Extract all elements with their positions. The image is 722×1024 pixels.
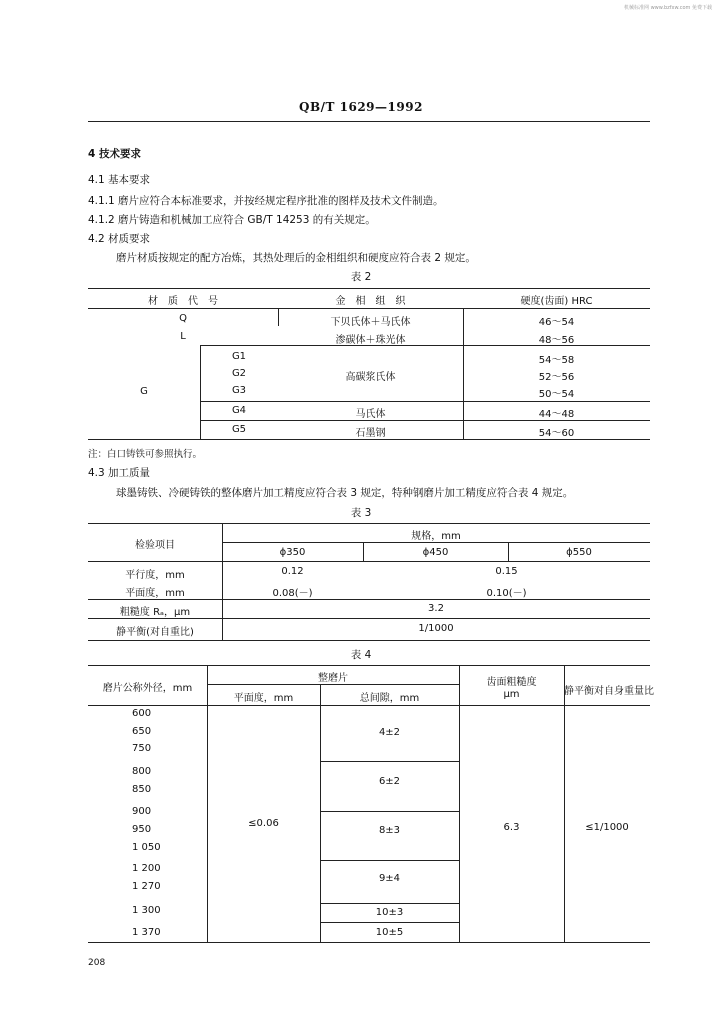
table2-cell: 马氏体	[355, 409, 386, 420]
table2-cell: 54～60	[538, 428, 575, 439]
table4-roughness: 6.3	[503, 822, 520, 833]
table2-cell: 石墨钢	[355, 428, 386, 439]
table4-gap: 4±2	[378, 727, 401, 738]
table3-cell: 平面度，mm	[125, 588, 185, 599]
table2-cell: G2	[231, 368, 247, 379]
table4-gap: 8±3	[378, 825, 401, 836]
table4-header-roughness: 齿面粗糙度	[486, 677, 537, 688]
table2-cell: 渗碳体＋珠光体	[335, 335, 406, 346]
table2-cell: 44～48	[538, 409, 575, 420]
section-4-1-2: 4.1.2 磨片铸造和机械加工应符合 GB/T 14253 的有关规定。	[88, 214, 376, 226]
page-header: QB/T 1629—1992	[299, 100, 423, 114]
table3-cell: 3.2	[428, 603, 444, 614]
table2-cell: 46～54	[538, 317, 575, 328]
table2-cell: G5	[231, 424, 247, 435]
table2-cell: G4	[231, 405, 247, 416]
para-4-3: 球墨铸铁、冷硬铸铁的整体磨片加工精度应符合表 3 规定，特种钢磨片加工精度应符合表 4 规定。	[116, 487, 574, 499]
section-4: 4 技术要求	[88, 148, 141, 160]
table2-cell: G1	[231, 351, 247, 362]
table4-header-gap: 总间隙，mm	[359, 693, 420, 704]
section-4-1: 4.1 基本要求	[88, 174, 151, 186]
section-4-3: 4.3 加工质量	[88, 467, 151, 479]
table3-cell: 平行度，mm	[125, 570, 185, 581]
table4-balance: ≤1/1000	[585, 822, 629, 833]
table3-cell: 静平衡(对自重比)	[116, 627, 194, 638]
table4-gap: 10±5	[375, 927, 404, 938]
table2-header-structure: 金 相 组 织	[335, 296, 406, 307]
table2-cell: Q	[179, 313, 187, 324]
table2-cell: 52～56	[538, 372, 575, 383]
table3-cell: 粗糙度 Rₐ，μm	[119, 607, 191, 618]
table4-diameter: 750	[132, 743, 152, 754]
table2-cell: 下贝氏体＋马氏体	[330, 317, 411, 328]
table4-gap: 6±2	[378, 776, 401, 787]
table4-diameter: 1 370	[132, 927, 161, 938]
table3-spec: ϕ550	[566, 547, 592, 558]
para-4-2: 磨片材质按规定的配方冶炼，其热处理后的金相组织和硬度应符合表 2 规定。	[116, 252, 476, 264]
table2-caption: 表 2	[350, 271, 372, 283]
table4-diameter: 1 050	[132, 842, 161, 853]
table3-header-spec: 规格，mm	[411, 531, 461, 542]
table4-diameter: 650	[132, 726, 152, 737]
section-4-2: 4.2 材质要求	[88, 233, 151, 245]
table2-note: 注：白口铸铁可参照执行。	[88, 449, 203, 460]
table4-diameter: 800	[132, 766, 152, 777]
table3-spec: ϕ350	[279, 547, 306, 558]
page-number: 208	[88, 958, 106, 968]
table3-cell: 0.12	[281, 566, 304, 577]
table4-gap: 9±4	[378, 873, 401, 884]
table2	[88, 288, 650, 440]
table4-gap: 10±3	[375, 907, 404, 918]
table3-spec: ϕ450	[422, 547, 449, 558]
table4-diameter: 600	[132, 708, 152, 719]
table4-caption: 表 4	[350, 649, 372, 661]
table3-cell: 0.08(－)	[272, 588, 313, 599]
table4-header-roughness-unit: μm	[503, 689, 520, 700]
table4-diameter: 900	[132, 806, 152, 817]
table4-diameter: 950	[132, 824, 152, 835]
table3-header-item: 检验项目	[135, 540, 175, 551]
table3-caption: 表 3	[350, 507, 372, 519]
table3-cell: 0.15	[495, 566, 518, 577]
table2-cell: 高碳浆氏体	[345, 372, 396, 383]
table4-flatness: ≤0.06	[248, 818, 279, 829]
table2-header-code: 材 质 代 号	[148, 296, 218, 307]
table2-cell: G	[140, 386, 148, 397]
table3-cell: 0.10(－)	[486, 588, 527, 599]
table2-cell: 54～58	[538, 355, 575, 366]
table4-header-flatness: 平面度，mm	[233, 693, 294, 704]
table2-cell: 50～54	[538, 389, 575, 400]
table4-diameter: 1 270	[132, 881, 161, 892]
table4-header-balance: 静平衡对自身重量比	[564, 686, 654, 697]
table4	[88, 665, 654, 943]
table2-cell: L	[180, 331, 186, 342]
table3	[88, 523, 650, 641]
table4-header-whole: 整磨片	[318, 673, 348, 684]
table2-cell: 48～56	[538, 335, 575, 346]
watermark: 机械标准网 www.bzfxw.com 免费下载	[624, 5, 712, 11]
table4-diameter: 850	[132, 784, 152, 795]
header-rule	[88, 121, 650, 122]
table4-header-diameter: 磨片公称外径，mm	[102, 683, 193, 694]
table3-cell: 1/1000	[418, 623, 454, 634]
table2-header-hardness: 硬度(齿面) HRC	[520, 296, 593, 307]
table2-cell: G3	[231, 385, 247, 396]
section-4-1-1: 4.1.1 磨片应符合本标准要求，并按经规定程序批准的图样及技术文件制造。	[88, 195, 444, 207]
table4-diameter: 1 200	[132, 863, 161, 874]
table4-diameter: 1 300	[132, 905, 161, 916]
